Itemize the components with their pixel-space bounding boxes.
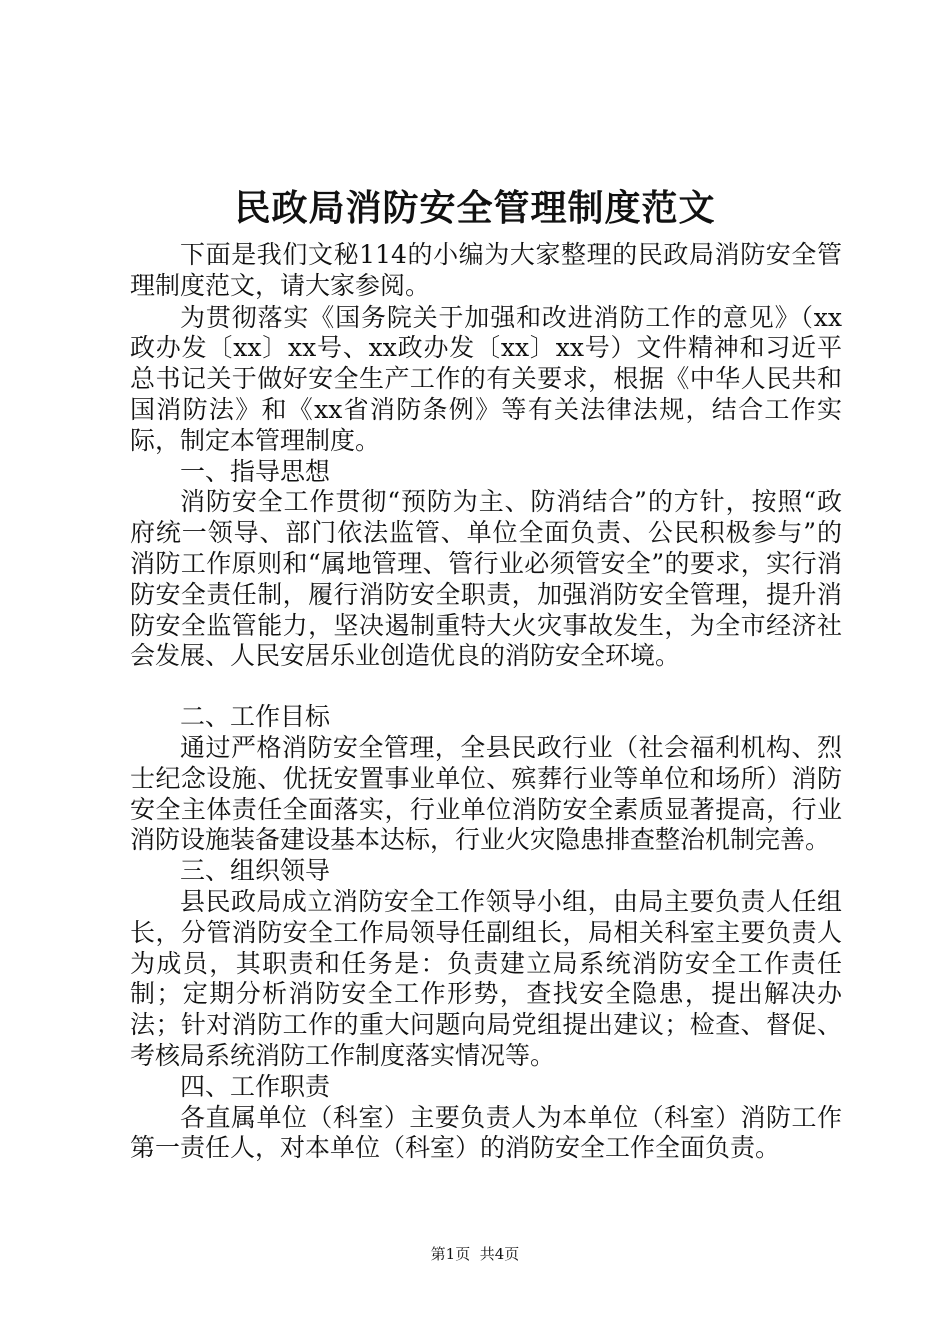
purpose-paragraph: 为贯彻落实《国务院关于加强和改进消防工作的意见》（xx政办发〔xx〕xx号、xx政办发〔xx〕xx号）文件精神和习近平总书记关于做好安全生产工作的有关要求，根据《中华人民共和国消防法》和《xx省消防条例》等有关法律法规，结合工作实际，制定本管理制度。 <box>130 302 842 455</box>
document-title: 民政局消防安全管理制度范文 <box>234 187 716 229</box>
page-number: 第1页 <box>430 1245 471 1263</box>
section-heading-organization: 三、组织领导 <box>180 856 331 886</box>
section-heading-duties: 四、工作职责 <box>180 1071 331 1101</box>
work-goals-paragraph: 通过严格消防安全管理，全县民政行业（社会福利机构、烈士纪念设施、优抚安置事业单位、殡葬行业等单位和场所）消防安全主体责任全面落实，行业单位消防安全素质显著提高，行业消防设施装备建设基本达标，行业火灾隐患排查整治机制完善。 <box>130 732 842 855</box>
duties-paragraph: 各直属单位（科室）主要负责人为本单位（科室）消防工作第一责任人，对本单位（科室）的消防安全工作全面负责。 <box>130 1102 842 1163</box>
organization-paragraph: 县民政局成立消防安全工作领导小组，由局主要负责人任组长，分管消防安全工作局领导任副组长，局相关科室主要负责人为成员，其职责和任务是：负责建立局系统消防安全工作责任制；定期分析消防安全工作形势，查找安全隐患，提出解决办法；针对消防工作的重大问题向局党组提出建议；检查、督促、考核局系统消防工作制度落实情况等。 <box>130 886 842 1070</box>
section-heading-work-goals: 二、工作目标 <box>180 702 331 732</box>
intro-paragraph: 下面是我们文秘114的小编为大家整理的民政局消防安全管理制度范文，请大家参阅。 <box>130 240 842 300</box>
page-footer <box>0 1244 950 1264</box>
section-heading-guiding-thought: 一、指导思想 <box>180 456 331 486</box>
page-total: 共4页 <box>479 1245 520 1263</box>
guiding-thought-paragraph: 消防安全工作贯彻“预防为主、防消结合”的方针，按照“政府统一领导、部门依法监管、单位全面负责、公民积极参与”的消防工作原则和“属地管理、管行业必须管安全”的要求，实行消防安全责任制，履行消防安全职责，加强消防安全管理，提升消防安全监管能力，坚决遏制重特大火灾事故发生，为全市经济社会发展、人民安居乐业创造优良的消防安全环境。 <box>130 487 842 671</box>
document-body <box>130 240 842 1164</box>
